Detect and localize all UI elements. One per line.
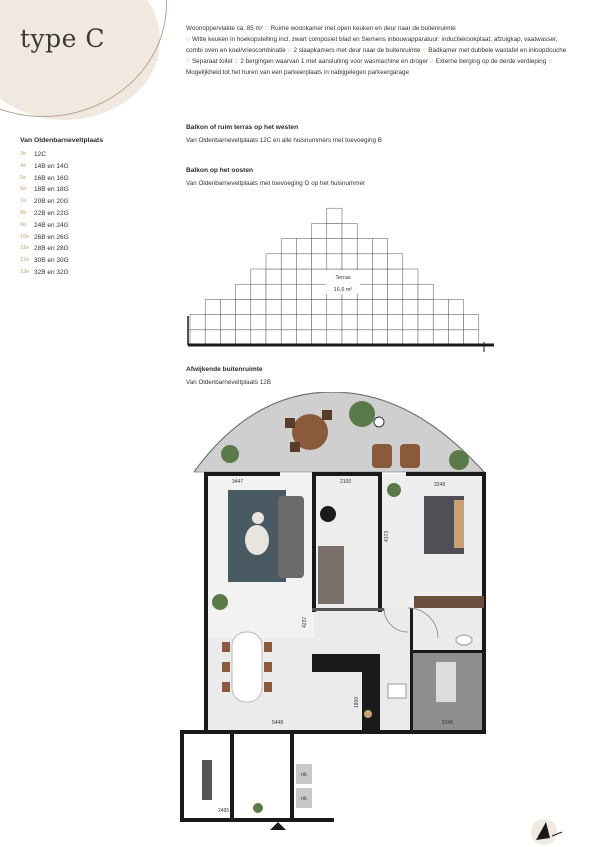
units-list: [20, 151, 69, 281]
feature-item: 2 bergingen waarvan 1 met aansluiting voor wasmachine en droger: [240, 57, 428, 65]
wall: [230, 730, 234, 822]
bed-pillow: [454, 500, 464, 548]
terrace-tile: [281, 284, 296, 299]
terrace-tile: [372, 269, 387, 284]
terrace-tile: [388, 330, 403, 345]
dimension-label: 5448: [272, 720, 284, 726]
terrace-tile: [327, 208, 342, 223]
terrace-tile: [403, 269, 418, 284]
list-item: 9e 24B en 24G: [20, 221, 69, 229]
dining-chair: [264, 682, 272, 692]
terrace-tile: [312, 315, 327, 330]
plant-icon: [253, 803, 263, 813]
feature-item: Separaat toilet: [191, 57, 233, 65]
terrace-tile: [251, 330, 266, 345]
terrace-tile: [281, 239, 296, 254]
terrace-diagram: [184, 206, 504, 356]
terrace-tile: [251, 299, 266, 314]
terrace-tile: [342, 223, 357, 238]
terrace-tile: [266, 284, 281, 299]
terrace-tile: [403, 330, 418, 345]
wall: [312, 472, 380, 476]
terrace-tile: [281, 315, 296, 330]
terrace-tile: [388, 315, 403, 330]
nk-label: nk: [301, 772, 307, 778]
terrace-tile: [312, 269, 327, 284]
ottoman: [320, 506, 336, 522]
terrace-tile: [327, 239, 342, 254]
terrace-tile: [296, 284, 311, 299]
features-description: Woonoppervlakte ca. 85 m² ○ Ruime woonkamer met open keuken en deur naar de buitenruimte ○ Witte keuken in hoekopstelling incl. zwart composiet blad en Siemens inbouwapparatuur: inductiekookplaat, afzuigkap, vaatwasser, combi oven en koel/vriescombinatie ○ 2 slaapkamers met deur naar de buitenruimte ○ Badkamer met dubbele wastafel en inloopdouche ○ Separaat toilet ○ 2 bergingen waarvan 1 met aansluiting voor wasmachine en droger ○ Externe berging op de derde verdieping ○ Mogelijkheid tot het huren van een parkeerplaats in nabijgelegen parkeergarage: [186, 25, 567, 76]
terrace-tile: [205, 330, 220, 345]
list-item: 8e 22B en 22G: [20, 209, 69, 217]
alt-outdoor-title: Afwijkende buitenruimte: [186, 366, 263, 373]
terrace-tile: [357, 239, 372, 254]
washing-machine: [202, 760, 212, 800]
feature-item: Woonoppervlakte ca. 85 m²: [186, 25, 263, 32]
side-table: [252, 512, 264, 524]
terrace-tile: [448, 315, 463, 330]
list-item: 3e 12C: [20, 151, 46, 158]
balcony-east-text: Van Oldenbarneveltplaats met toevoeging G op het huisnummer: [186, 180, 366, 187]
terrace-tile: [266, 254, 281, 269]
terrace-tile: [281, 254, 296, 269]
wardrobe: [414, 596, 484, 608]
terrace-tile: [464, 330, 479, 345]
terrace-tile: [327, 223, 342, 238]
dimension-label: 3447: [232, 479, 244, 485]
lounge-chair: [372, 444, 392, 468]
terrace-tile: [372, 299, 387, 314]
feature-item: Externe berging op de derde verdieping: [435, 57, 547, 65]
balcony-chair: [322, 410, 332, 420]
dimension-label: 4237: [302, 616, 308, 628]
dining-chair: [222, 662, 230, 672]
floor-plan: [172, 392, 512, 832]
wall: [312, 608, 384, 611]
terrace-tile: [296, 315, 311, 330]
dimension-label: 2146: [442, 720, 454, 726]
plant-icon: [364, 710, 372, 718]
dining-chair: [222, 642, 230, 652]
terrace-tile: [403, 284, 418, 299]
wall: [204, 472, 208, 734]
terrace-tile: [281, 330, 296, 345]
terrace-tile: [266, 315, 281, 330]
dimension-label: 1800: [354, 696, 360, 708]
terrace-tile: [220, 299, 235, 314]
terrace-tile: [296, 269, 311, 284]
terrace-tile: [357, 315, 372, 330]
terrace-tile: [357, 299, 372, 314]
toilet: [456, 635, 472, 645]
terrace-tile: [312, 284, 327, 299]
feature-item: 2 slaapkamers met deur naar de buitenruimte: [293, 46, 421, 54]
feature-item: Mogelijkheid tot het huren van een parkeerplaats in nabijgelegen parkeergarage: [186, 68, 409, 76]
dining-chair: [264, 662, 272, 672]
terrace-tile: [372, 284, 387, 299]
terrace-tile: [342, 330, 357, 345]
terrace-tile: [312, 254, 327, 269]
terrace-tile: [372, 330, 387, 345]
terrace-tile: [251, 315, 266, 330]
dimension-label: 2495: [218, 808, 230, 814]
lamp-icon: [374, 417, 384, 427]
terrace-tile: [266, 330, 281, 345]
dimension-label: 2100: [340, 479, 352, 485]
alt-outdoor-text: Van Oldenbarneveltplaats 12B: [186, 379, 271, 386]
feature-item: Ruime woonkamer met open keuken en deur naar de buitenruimte: [270, 25, 456, 32]
entrance-arrow-icon: [270, 822, 286, 830]
shower: [436, 662, 456, 702]
terrace-tile: [251, 284, 266, 299]
wall: [406, 472, 484, 476]
wall: [290, 730, 294, 822]
terrace-tile: [433, 330, 448, 345]
terrace-tile: [220, 315, 235, 330]
terrace-tile: [388, 299, 403, 314]
balcony-west-title: Balkon of ruim terras op het westen: [186, 124, 299, 131]
terrace-tile: [205, 315, 220, 330]
terrace-tile: [296, 330, 311, 345]
balcony-chair: [290, 442, 300, 452]
terrace-tile: [448, 330, 463, 345]
terrace-tile: [236, 284, 251, 299]
list-item: 6e 18B en 18G: [20, 186, 69, 194]
coffee-table: [245, 525, 269, 555]
terrace-tile: [327, 299, 342, 314]
terrace-tile: [433, 299, 448, 314]
terrace-tile: [372, 315, 387, 330]
terrace-tile: [372, 254, 387, 269]
feature-item: Badkamer met dubbele wastafel en inloopdouche: [428, 46, 567, 54]
terrace-tile: [388, 269, 403, 284]
north-arrow-icon: [528, 816, 570, 846]
terrace-tile: [342, 315, 357, 330]
feature-item: Witte keuken in hoekopstelling incl. zwart composiet blad en Siemens inbouwapparatuur: inductiekookplaat, afzuigkap, vaatwasser, combi oven en koel/vriescombinatie: [186, 35, 558, 54]
terrace-tile: [296, 239, 311, 254]
terrace-tile: [357, 254, 372, 269]
dimension-label: 4173: [384, 530, 390, 542]
dimension-label: 3248: [434, 482, 446, 488]
terrace-tile: [403, 315, 418, 330]
plant-icon: [349, 401, 375, 427]
balcony-west-text: Van Oldenbarneveltplaats 12C en alle huisnummers met toevoeging B: [186, 137, 382, 144]
terrace-tile: [190, 330, 205, 345]
terrace-tile: [342, 254, 357, 269]
sink: [388, 684, 406, 698]
terrace-tile: [372, 239, 387, 254]
terrace-area: 16,6 m²: [333, 287, 353, 293]
armchair: [318, 546, 344, 604]
wall: [180, 818, 334, 822]
sofa: [278, 496, 304, 578]
list-item: 7e 20B en 20G: [20, 198, 69, 206]
terrace-tile: [312, 239, 327, 254]
list-item: 4e 14B en 14G: [20, 162, 69, 170]
terrace-label: Terras: [335, 275, 351, 281]
terrace-tile: [388, 284, 403, 299]
list-item: 5e 16B en 16G: [20, 174, 69, 182]
terrace-tile: [266, 269, 281, 284]
terrace-tile: [312, 223, 327, 238]
terrace-tile: [236, 315, 251, 330]
list-item: 10e 26B en 26G: [20, 233, 69, 241]
nk-label: nk: [301, 796, 307, 802]
units-title: Van Oldenbarneveltplaats: [20, 137, 104, 144]
page-title: type C: [20, 24, 106, 53]
list-item: 12e 30B en 30G: [20, 257, 69, 265]
terrace-tile: [327, 315, 342, 330]
terrace-tile: [236, 330, 251, 345]
terrace-tile: [342, 239, 357, 254]
kitchen-counter: [362, 654, 380, 732]
terrace-tile: [388, 254, 403, 269]
terrace-tile: [296, 254, 311, 269]
terrace-tile: [281, 269, 296, 284]
wall: [410, 608, 413, 732]
wall: [180, 730, 184, 822]
plant-icon: [449, 450, 469, 470]
terrace-tile: [220, 330, 235, 345]
wall: [378, 472, 382, 612]
wall: [180, 730, 304, 734]
terrace-tile: [464, 315, 479, 330]
terrace-tile: [418, 284, 433, 299]
balcony-chair: [285, 418, 295, 428]
terrace-tile: [357, 330, 372, 345]
dining-table: [232, 632, 262, 702]
terrace-tile: [418, 299, 433, 314]
list-item: 11e 28B en 28G: [20, 245, 69, 253]
terrace-tile: [205, 299, 220, 314]
wall: [204, 472, 280, 476]
dining-chair: [222, 682, 230, 692]
decorative-ring: [0, 0, 167, 117]
terrace-tile: [448, 299, 463, 314]
terrace-tile: [312, 330, 327, 345]
terrace-tile: [418, 315, 433, 330]
terrace-tile: [342, 299, 357, 314]
terrace-tile: [281, 299, 296, 314]
terrace-tile: [251, 269, 266, 284]
plant-icon: [221, 445, 239, 463]
terrace-tile: [312, 299, 327, 314]
terrace-tile: [236, 299, 251, 314]
wall: [312, 472, 316, 612]
terrace-tile: [190, 315, 205, 330]
terrace-tile: [403, 299, 418, 314]
terrace-tile: [327, 330, 342, 345]
plant-icon: [387, 483, 401, 497]
wall: [412, 650, 484, 653]
plant-icon: [212, 594, 228, 610]
terrace-tile: [327, 254, 342, 269]
terrace-tile: [296, 299, 311, 314]
terrace-tile: [433, 315, 448, 330]
lounge-chair: [400, 444, 420, 468]
balcony-east-title: Balkon op het oosten: [186, 167, 254, 174]
terrace-tile: [418, 330, 433, 345]
dining-chair: [264, 642, 272, 652]
terrace-tile: [266, 299, 281, 314]
list-item: 13e 32B en 32G: [20, 268, 69, 276]
